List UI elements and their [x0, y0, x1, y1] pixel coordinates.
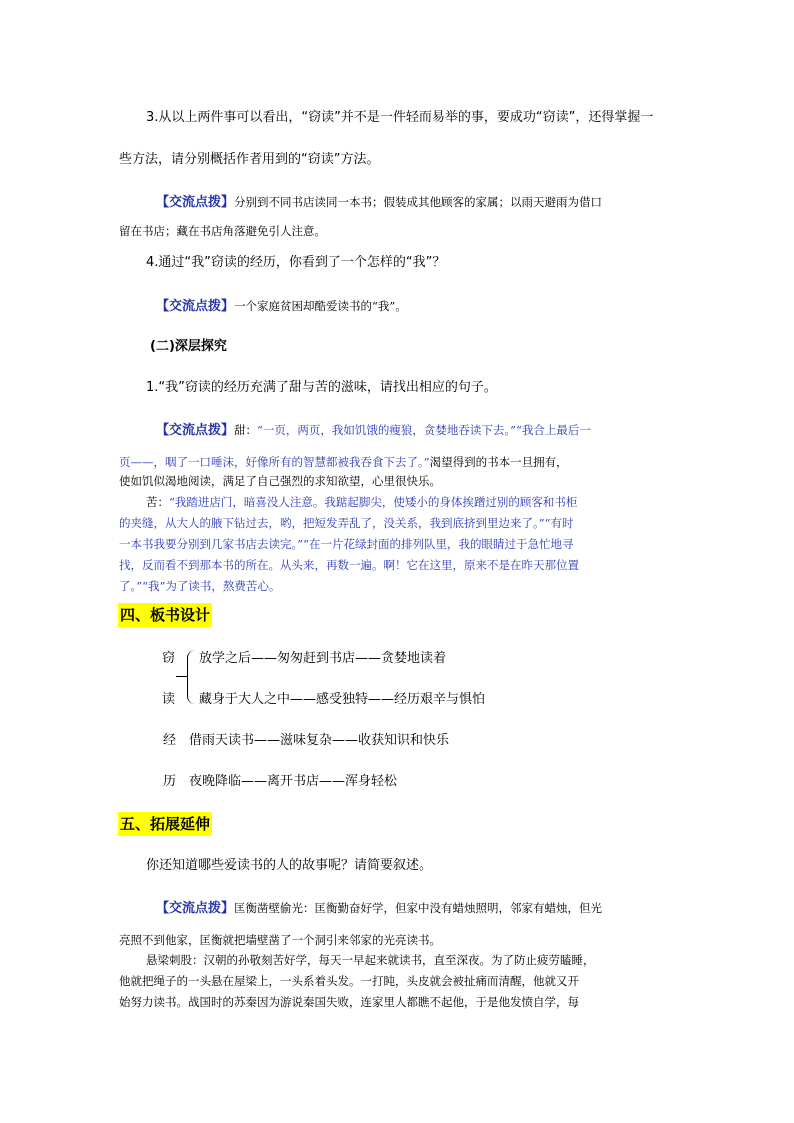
extension-answer-line-2: 亮照不到他家，匡衡就把墙壁凿了一个洞引来邻家的光亮读书。 [119, 933, 441, 947]
board-char-2: 读 [162, 692, 176, 707]
sweet-label: 甜： [234, 423, 258, 437]
board-brace-tip [176, 676, 188, 677]
answer-4 [156, 298, 407, 315]
extension-text-1: 匡衡凿壁偷光：匡衡勤奋好学，但家中没有蜡烛照明，邻家有蜡烛，但光 [234, 901, 603, 915]
question-3-line-1: 3.从以上两件事可以看出，“窃读”并不是一件轻而易举的事，要成功“窃读”，还得掌握一 [146, 110, 654, 125]
bitter-quote-5: 了。” [119, 579, 143, 593]
sweet-quote-2: 页——，咽了一口唾沫，好像所有的智慧都被我吞食下去了。” [119, 455, 430, 469]
bitter-quote-1: “我踏进店门，暗喜没人注意。我踮起脚尖，使矮小的身体挨蹭过别的顾客和书柜 [169, 495, 578, 509]
answer-tag: 【交流点拨】 [156, 901, 235, 916]
answer-3-line-1 [156, 194, 602, 211]
sweet-quote-1: “一页，两页，我如饥饿的瘦狼，贪婪地吞读下去。”“我合上最后一 [257, 423, 591, 437]
answer-tag: 【交流点拨】 [156, 423, 235, 438]
deep-answer-line-6: 一本书我要分别到几家书店去读完。”“在一片花绿封面的排列队里，我的眼睛过于急忙地寻 [119, 537, 574, 551]
answer-4-text: 一个家庭贫困却酷爱读书的“我”。 [234, 299, 407, 313]
board-char-1: 窃 [162, 651, 176, 666]
board-line-3: 借雨天读书——滋味复杂——收获知识和快乐 [189, 733, 450, 748]
section-5-heading: 五、拓展延伸 [118, 812, 212, 836]
deep-answer-line-1 [156, 422, 591, 439]
deep-answer-line-7: 找，反而看不到那本书的所在。从头来，再数一遍。啊！它在这里，原来不是在昨天那位置 [119, 558, 579, 572]
deep-answer-line-4 [146, 494, 577, 510]
deep-answer-line-5: 的夹缝，从大人的腋下钻过去，哟，把短发弄乱了，没关系，我到底挤到里边来了。”“有时 [119, 516, 574, 530]
board-char-3: 经 [163, 733, 177, 748]
deep-question-1: 1.“我”窃读的经历充满了甜与苦的滋味，请找出相应的句子。 [146, 380, 497, 395]
board-line-1: 放学之后——匆匆赶到书店——贪婪地读着 [199, 651, 447, 666]
bitter-comment: “我”为了读书，熬费苦心。 [142, 579, 281, 593]
section-4-heading: 四、板书设计 [118, 603, 212, 627]
board-char-4: 历 [163, 774, 177, 789]
answer-tag: 【交流点拨】 [156, 299, 235, 314]
extension-answer-line-4: 他就把绳子的一头悬在屋梁上，一头系着头发。一打盹，头皮就会被扯痛而清醒，他就又开 [119, 974, 579, 988]
extension-answer-line-5: 始努力读书。战国时的苏秦因为游说秦国失败，连家里人都瞧不起他，于是他发愤自学，每 [119, 995, 579, 1009]
board-line-2: 藏身于大人之中——感受独特——经历艰辛与惧怕 [199, 692, 486, 707]
deep-answer-line-8 [119, 578, 280, 594]
answer-3-text-1: 分别到不同书店读同一本书；假装成其他顾客的家属；以雨天避雨为借口 [234, 195, 603, 209]
deep-heading: (二)深层探究 [150, 339, 227, 354]
sweet-comment-1: 渴望得到的书本一旦拥有， [429, 455, 568, 469]
answer-tag: 【交流点拨】 [156, 195, 235, 210]
board-brace [187, 650, 198, 704]
board-line-4: 夜晚降临——离开书店——浑身轻松 [189, 774, 398, 789]
deep-answer-line-2 [119, 454, 568, 470]
extension-question: 你还知道哪些爱读书的人的故事呢？请简要叙述。 [146, 858, 433, 873]
answer-3-line-2: 留在书店；藏在书店角落避免引人注意。 [119, 224, 326, 238]
question-4: 4.通过“我”窃读的经历，你看到了一个怎样的“我”？ [146, 255, 446, 270]
question-3-line-2: 些方法，请分别概括作者用到的“窃读”方法。 [119, 152, 380, 167]
deep-answer-line-3: 使如饥似渴地阅读，满足了自己强烈的求知欲望，心里很快乐。 [119, 474, 441, 488]
extension-answer-line-3: 悬梁刺股：汉朝的孙敬刻苦好学，每天一早起来就读书，直至深夜。为了防止疲劳瞌睡， [146, 953, 595, 967]
extension-answer-line-1 [156, 900, 602, 917]
bitter-label: 苦： [146, 495, 169, 509]
